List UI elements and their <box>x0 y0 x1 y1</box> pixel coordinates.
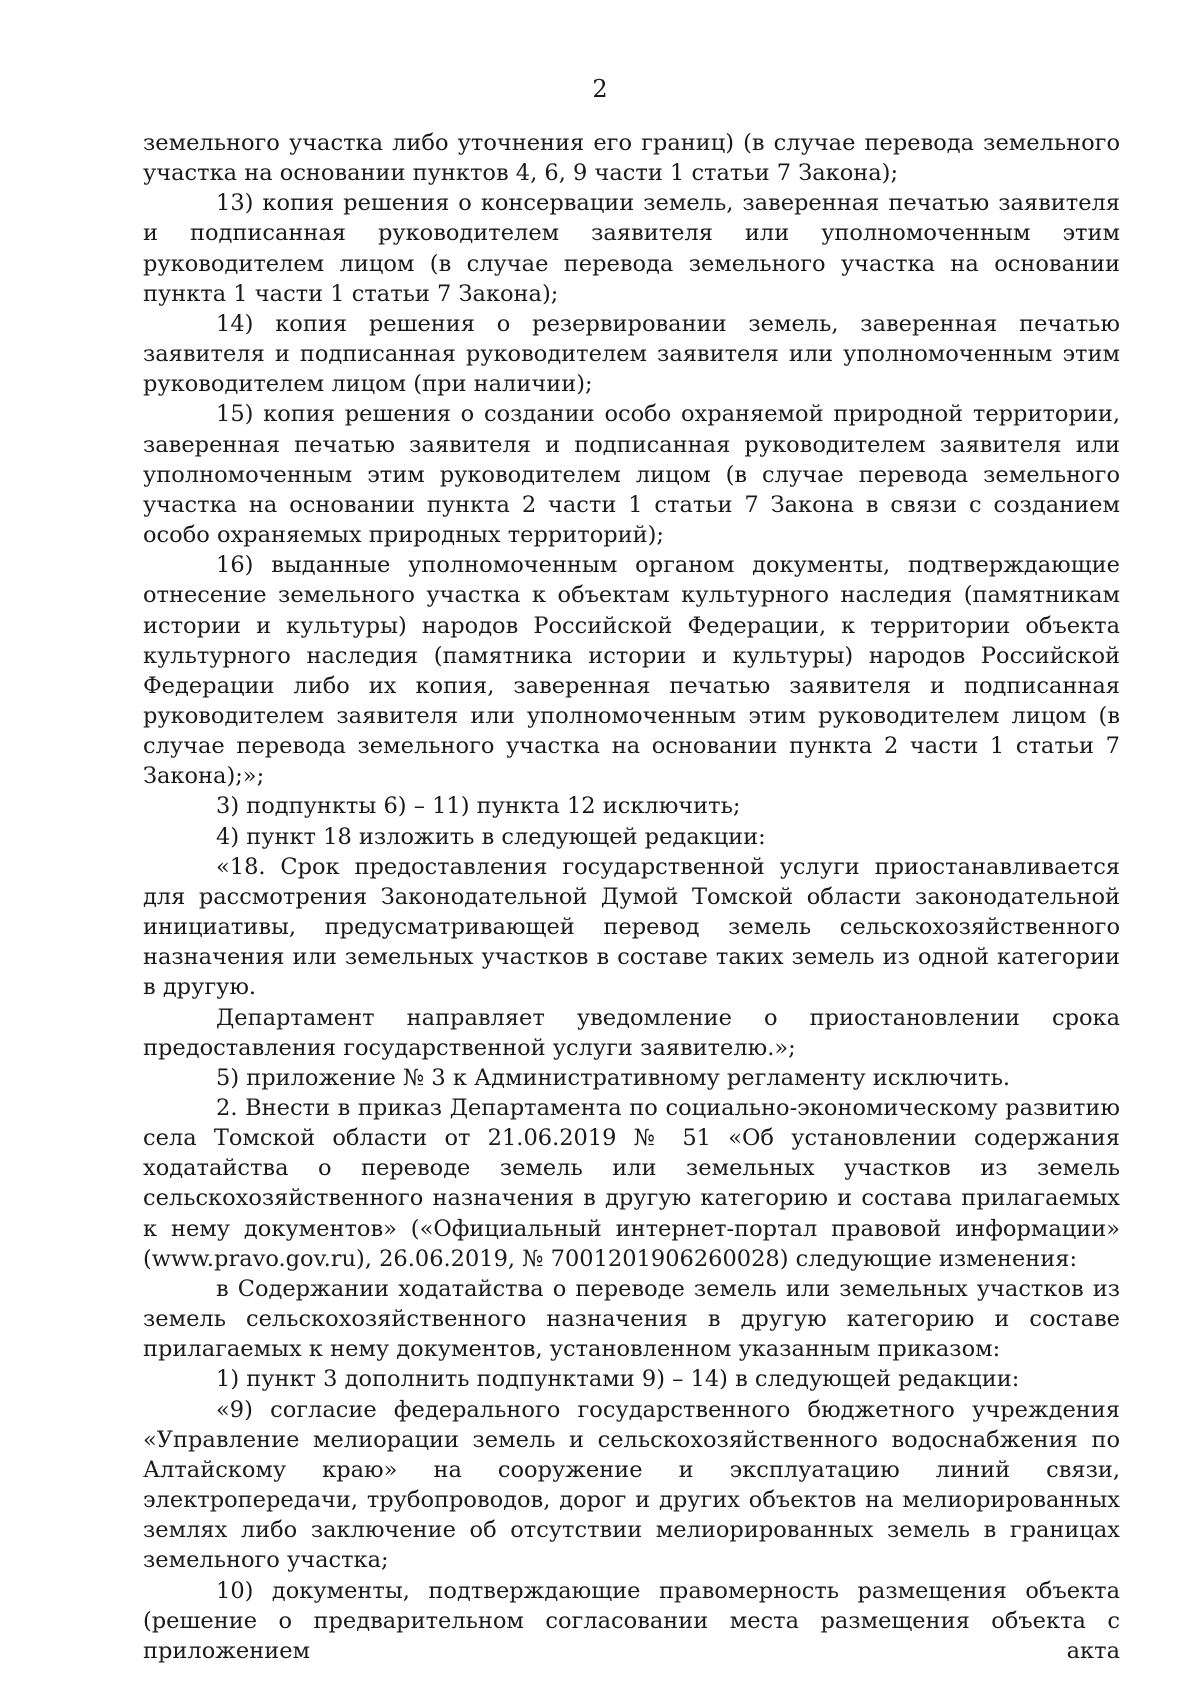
paragraph-item-10: 10) документы, подтверждающие правомерность размещения объекта (решение о предварительном согласовании места размещения объекта с приложением акта <box>143 1577 1120 1664</box>
page-number: 2 <box>592 75 608 103</box>
paragraph-section-2: 2. Внести в приказ Департамента по социально-экономическому развитию села Томской области от 21.06.2019 № 51 «Об установлении содержания ходатайства о переводе земель или земельных участков из земель сельскохозяйственного назначения в другую категорию и состава прилагаемых к нему документов» («Официальный интернет-портал правовой информации» (www.pravo.gov.ru), 26.06.2019, № 7001201906260028) следующие изменения: <box>143 1095 1120 1272</box>
paragraph-continuation: земельного участка либо уточнения его границ) (в случае перевода земельного участка на основании пунктов 4, 6, 9 части 1 статьи 7 Закона); <box>143 130 1120 187</box>
paragraph-petition-content: в Содержании ходатайства о переводе земель или земельных участков из земель сельскохозяйственного назначения в другую категорию и составе прилагаемых к нему документов, установленном указанным приказом: <box>143 1275 1120 1363</box>
paragraph-amendment-1: 1) пункт 3 дополнить подпунктами 9) – 14) в следующей редакции: <box>216 1366 1020 1393</box>
paragraph-item-13: 13) копия решения о консервации земель, заверенная печатью заявителя и подписанная руководителем заявителя или уполномоченным этим руководителем лицом (в случае перевода земельного участка на основании пункта 1 части 1 статьи 7 Закона); <box>143 190 1120 307</box>
paragraph-department-notice: Департамент направляет уведомление о приостановлении срока предоставления государственной услуги заявителю.»; <box>143 1004 1120 1061</box>
paragraph-clause-18: «18. Срок предоставления государственной услуги приостанавливается для рассмотрения Законодательной Думой Томской области законодательной инициативы, предусматривающей перевод земель сельскохозяйственного назначения или земельных участков в составе таких земель из одной категории в другую. <box>143 853 1120 1001</box>
document-body <box>143 128 1120 1666</box>
paragraph-amendment-5: 5) приложение № 3 к Административному регламенту исключить. <box>216 1064 1011 1091</box>
paragraph-amendment-3: 3) подпункты 6) – 11) пункта 12 исключить; <box>216 793 741 820</box>
paragraph-item-15: 15) копия решения о создании особо охраняемой природной территории, заверенная печатью заявителя и подписанная руководителем заявителя или уполномоченным этим руководителем лицом (в случае перевода земельного участка на основании пункта 2 части 1 статьи 7 Закона в связи с созданием особо охраняемых природных территорий); <box>143 401 1120 549</box>
paragraph-item-9: «9) согласие федерального государственного бюджетного учреждения «Управление мелиорации земель и сельскохозяйственного водоснабжения по Алтайскому краю» на сооружение и эксплуатацию линий связи, электропередачи, трубопроводов, дорог и других объектов на мелиорированных землях либо заключение об отсутствии мелиорированных земель в границах земельного участка; <box>143 1396 1120 1574</box>
paragraph-item-16: 16) выданные уполномоченным органом документы, подтверждающие отнесение земельного участка к объектам культурного наследия (памятникам истории и культуры) народов Российской Федерации, к территории объекта культурного наследия (памятника истории и культуры) народов Российской Федерации либо их копия, заверенная печатью заявителя и подписанная руководителем заявителя или уполномоченным этим руководителем лицом (в случае перевода земельного участка на основании пункта 2 части 1 статьи 7 Закона);»; <box>143 552 1120 790</box>
paragraph-item-14: 14) копия решения о резервировании земель, заверенная печатью заявителя и подписанная руководителем заявителя или уполномоченным этим руководителем лицом (при наличии); <box>143 310 1120 398</box>
paragraph-amendment-4: 4) пункт 18 изложить в следующей редакции: <box>216 823 766 850</box>
